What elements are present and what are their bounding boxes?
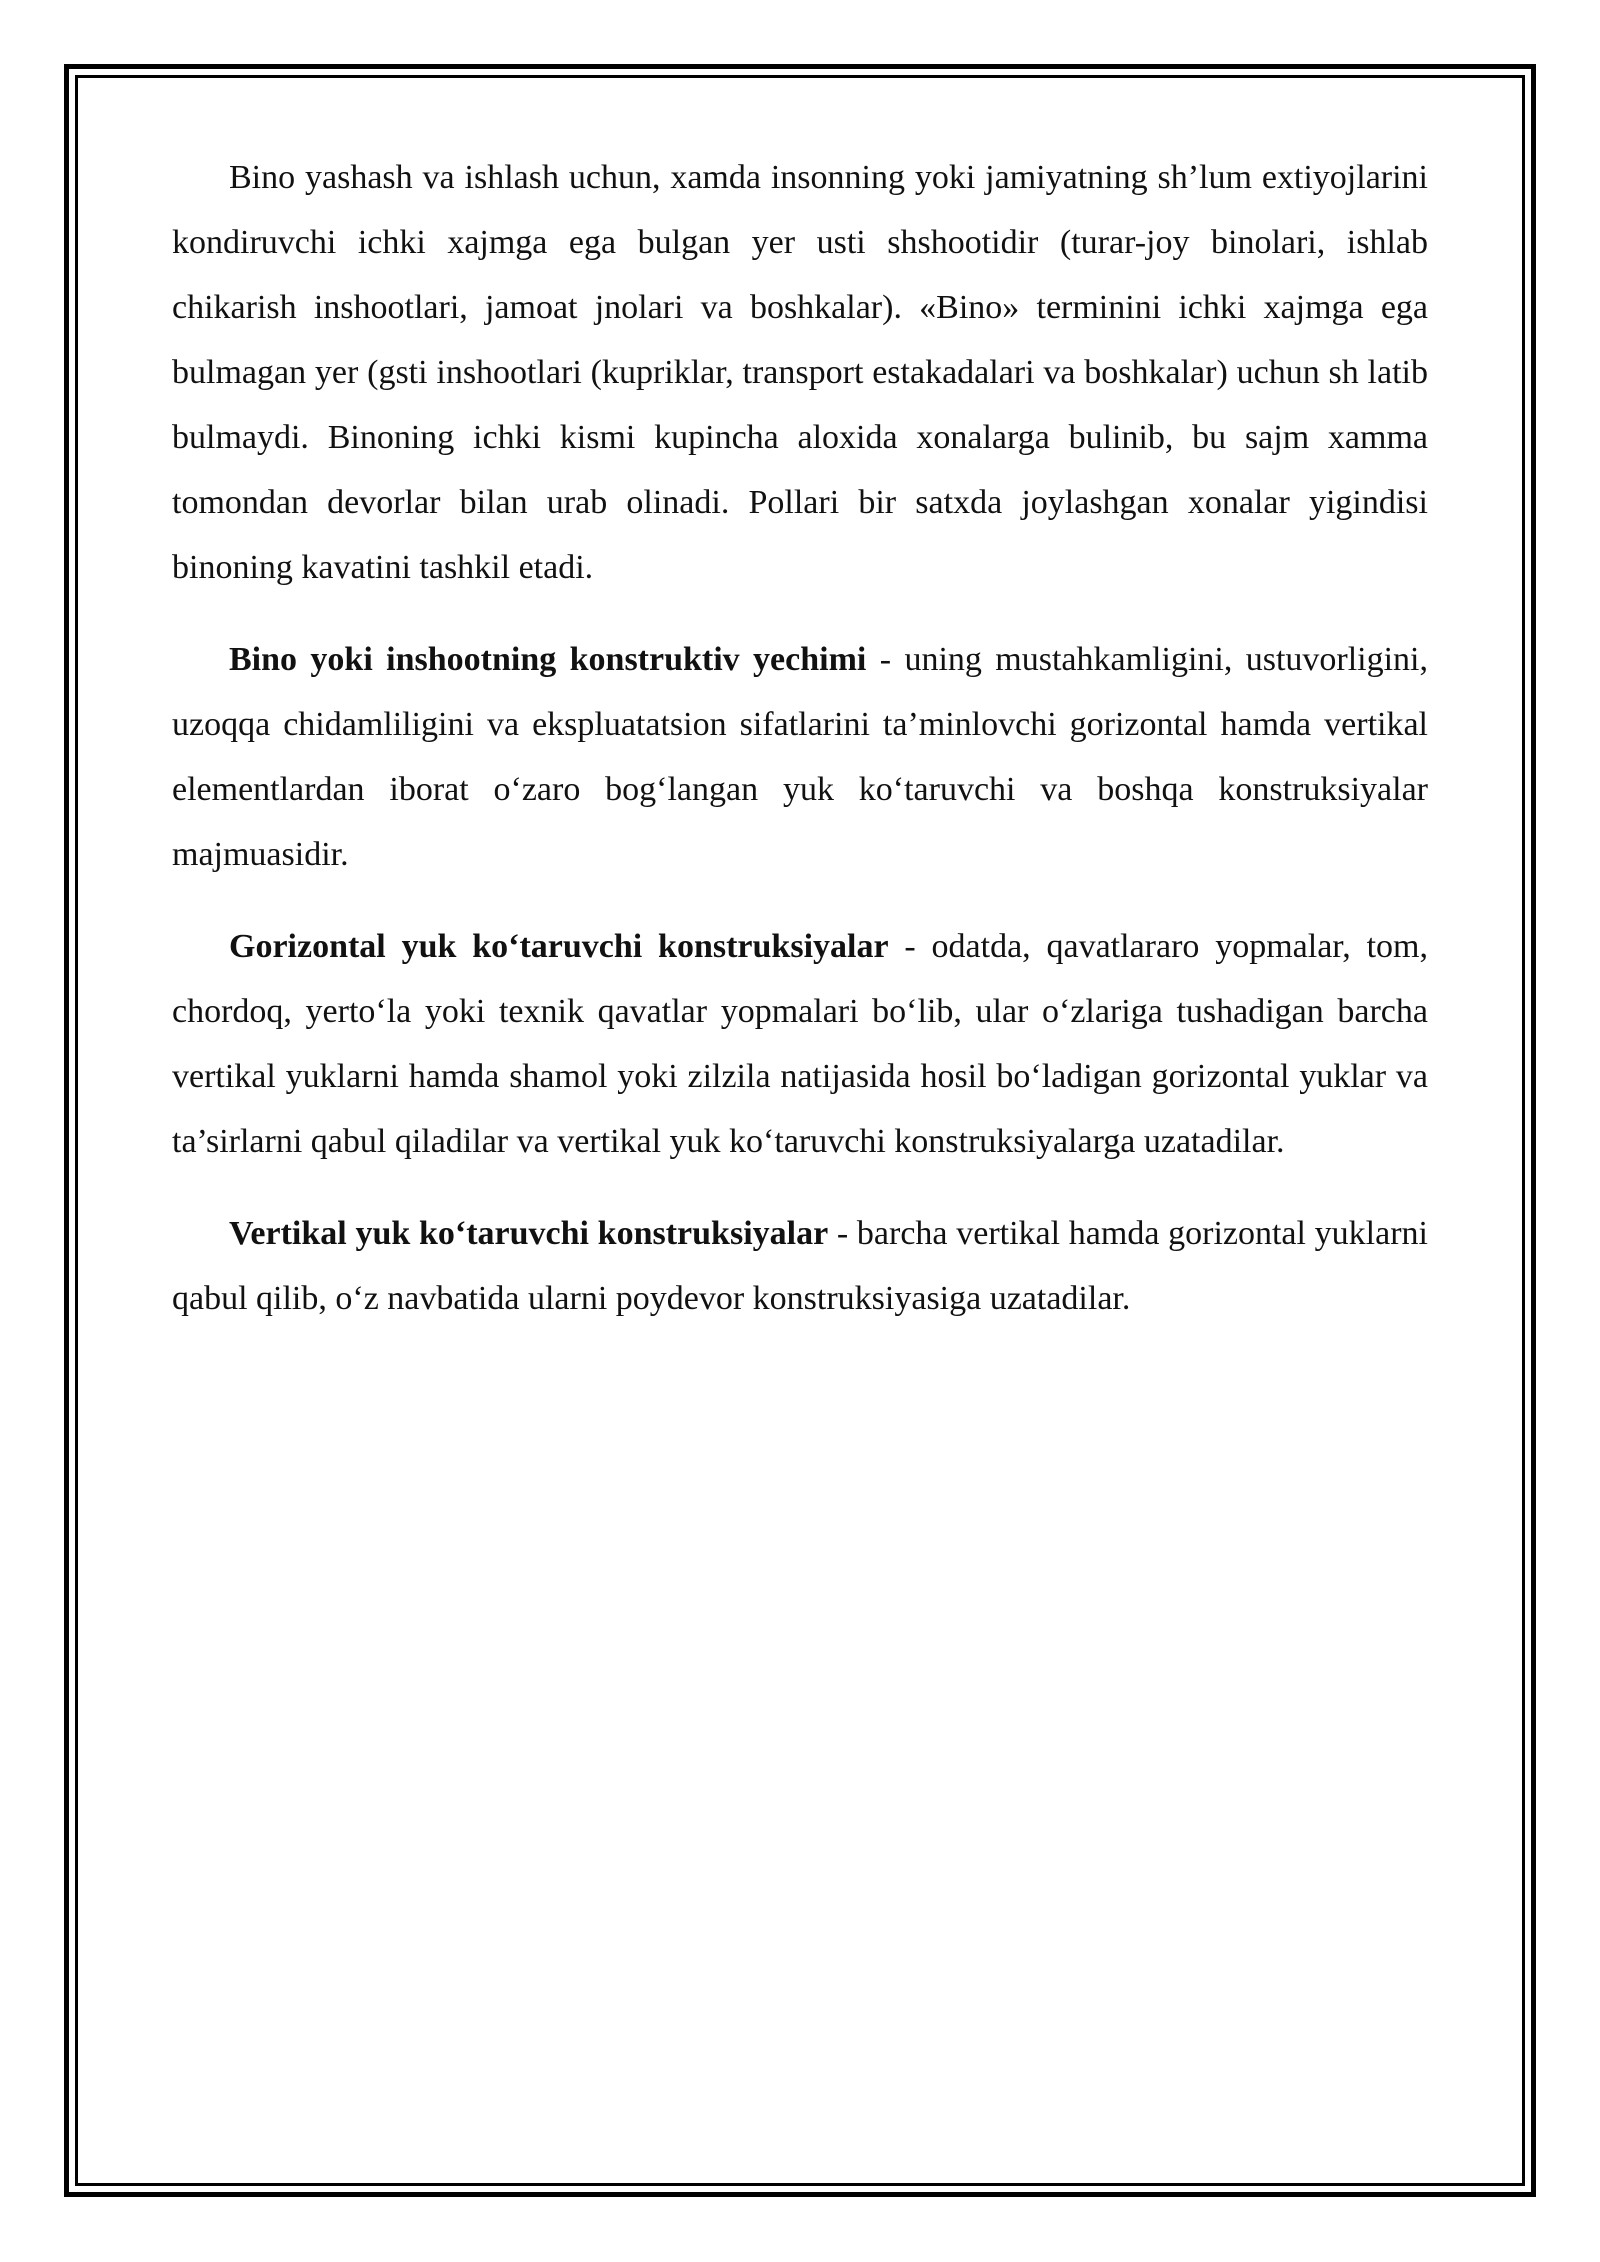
paragraph-bino-definition	[172, 145, 1428, 600]
paragraph-term: Vertikal yuk ko‘taruvchi konstruksiyalar	[229, 1215, 829, 1252]
paragraph-text: Bino yashash va ishlash uchun, xamda insonning yoki jamiyatning sh’lum extiyojlarini kondiruvchi ichki xajmga ega bulgan yer usti shshootidir (turar-joy binolari, ishlab chikarish inshootlari, jamoat jnolari va boshkalar). «Bino» terminini ichki xajmga ega bulmagan yer (gsti inshootlari (kupriklar, transport estakadalari va boshkalar) uchun sh latib bulmaydi. Binoning ichki kismi kupincha aloxida xonalarga bulinib, bu sajm xamma tomondan devorlar bilan urab olinadi. Pollari bir satxda joylashgan xonalar yigindisi binoning kavatini tashkil etadi.	[172, 159, 1428, 586]
paragraph-gorizontal-konstruksiyalar	[172, 914, 1428, 1174]
paragraph-term: Bino yoki inshootning konstruktiv yechimi	[229, 641, 867, 678]
paragraph-text: - odatda, qavatlararo yopmalar, tom, chordoq, yerto‘la yoki texnik qavatlar yopmalari bo‘lib, ular o‘zlariga tushadigan barcha vertikal yuklarni hamda shamol yoki zilzila natijasida hosil bo‘ladigan gorizontal yuklar va ta’sirlarni qabul qiladilar va vertikal yuk ko‘taruvchi konstruksiyalarga uzatadilar.	[172, 928, 1428, 1160]
paragraph-vertikal-konstruksiyalar	[172, 1201, 1428, 1331]
paragraph-term: Gorizontal yuk ko‘taruvchi konstruksiyalar	[229, 928, 889, 965]
paragraph-text: - uning mustahkamligini, ustuvorligini, uzoqqa chidamliligini va ekspluatatsion sifatlarini ta’minlovchi gorizontal hamda vertikal elementlardan iborat o‘zaro bog‘langan yuk ko‘taruvchi va boshqa konstruksiyalar majmuasidir.	[172, 641, 1429, 873]
document-body	[172, 145, 1428, 1358]
paragraph-konstruktiv-yechimi	[172, 627, 1428, 887]
paragraph-text: - barcha vertikal hamda gorizontal yuklarni qabul qilib, o‘z navbatida ularni poydevor konstruksiyasiga uzatadilar.	[172, 1215, 1428, 1317]
